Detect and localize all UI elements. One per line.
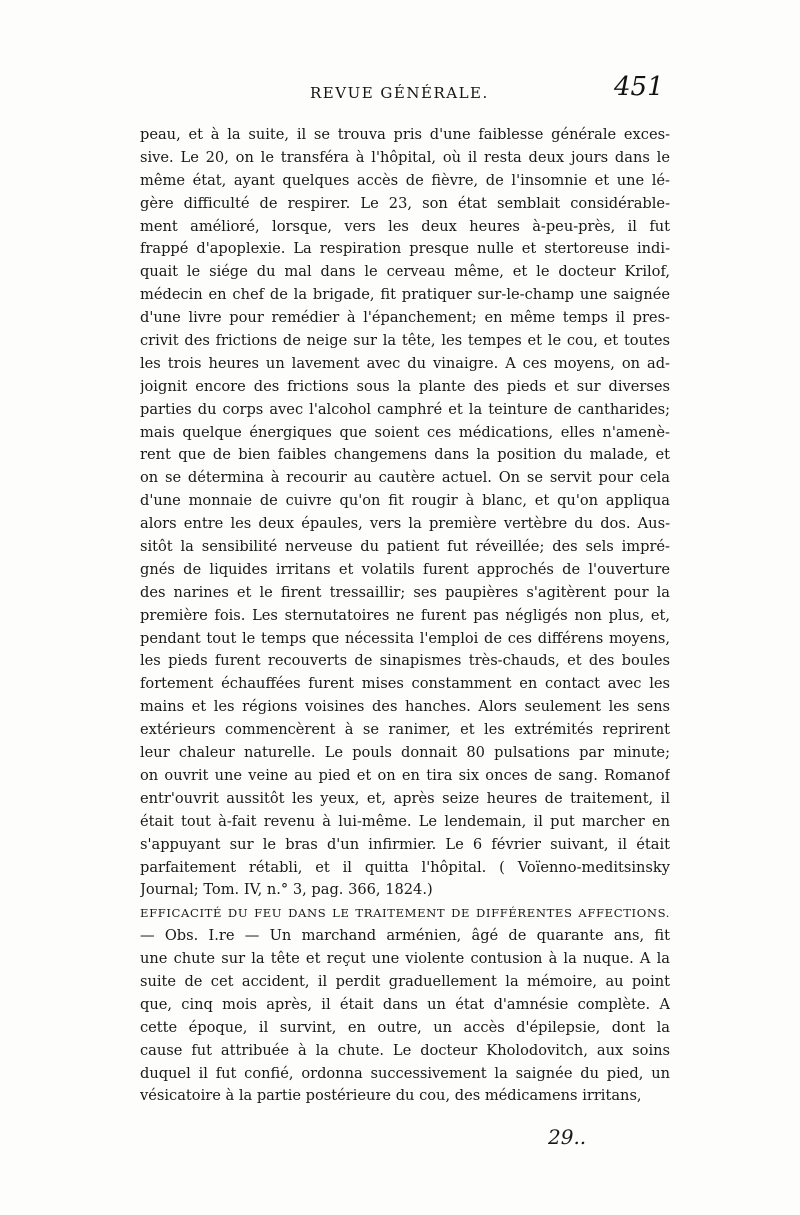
signature-mark: 29.. bbox=[548, 1125, 587, 1149]
text-line: peau, et à la suite, il se trouva pris d'une faiblesse générale exces- bbox=[140, 126, 670, 143]
text-line: parties du corps avec l'alcohol camphré et la teinture de cantharides; bbox=[140, 400, 670, 418]
running-title: REVUE GÉNÉRALE. bbox=[310, 84, 489, 102]
text-line: les pieds furent recouverts de sinapismes très-chauds, et des boules bbox=[140, 652, 670, 670]
text-line: s'appuyant sur le bras d'un infirmier. Le 6 février suivant, il était bbox=[140, 835, 670, 853]
text-line: cette époque, il survint, en outre, un accès d'épilepsie, dont la bbox=[140, 1018, 670, 1036]
text-line: parfaitement rétabli, et il quitta l'hôpital. ( Voïenno-meditsinsky bbox=[140, 858, 670, 876]
text-line: vésicatoire à la partie postérieure du cou, des médicamens irritans, bbox=[140, 1087, 642, 1105]
body-text bbox=[140, 124, 670, 1108]
text-line: alors entre les deux épaules, vers la première vertèbre du dos. Aus- bbox=[140, 515, 670, 533]
text-line: d'une livre pour remédier à l'épanchement; en même temps il pres- bbox=[140, 309, 670, 327]
text-line: EFFICACITÉ DU FEU DANS LE TRAITEMENT DE DIFFÉRENTES AFFECTIONS. bbox=[140, 906, 670, 921]
text-line: mains et les régions voisines des hanches. Alors seulement les sens bbox=[140, 698, 670, 716]
text-line: mais quelque énergiques que soient ces médications, elles n'amenè- bbox=[140, 423, 670, 441]
text-line: on ouvrit une veine au pied et on en tira six onces de sang. Romanof bbox=[140, 766, 670, 784]
text-line: les trois heures un lavement avec du vinaigre. A ces moyens, on ad- bbox=[140, 354, 670, 372]
text-line: — Obs. I.re — Un marchand arménien, âgé de quarante ans, fit bbox=[140, 927, 670, 945]
text-line: sive. Le 20, on le transféra à l'hôpital, où il resta deux jours dans le bbox=[140, 148, 670, 166]
text-line: que, cinq mois après, il était dans un état d'amnésie complète. A bbox=[140, 995, 670, 1013]
text-line: même état, ayant quelques accès de fièvre, de l'insomnie et une lé- bbox=[140, 171, 670, 189]
text-line: cause fut attribuée à la chute. Le docteur Kholodovitch, aux soins bbox=[140, 1041, 670, 1059]
text-line: ment amélioré, lorsque, vers les deux heures à-peu-près, il fut bbox=[140, 217, 670, 235]
text-line: entr'ouvrit aussitôt les yeux, et, après seize heures de traitement, il bbox=[140, 789, 670, 807]
text-line: médecin en chef de la brigade, fit pratiquer sur-le-champ une saignée bbox=[140, 286, 670, 304]
page-header bbox=[0, 72, 800, 116]
text-line: sitôt la sensibilité nerveuse du patient fut réveillée; des sels impré- bbox=[140, 538, 670, 556]
text-line: gère difficulté de respirer. Le 23, son état semblait considérable- bbox=[140, 194, 670, 212]
text-line: joignit encore des frictions sous la plante des pieds et sur diverses bbox=[140, 377, 670, 395]
text-line: extérieurs commencèrent à se ranimer, et les extrémités reprirent bbox=[140, 721, 670, 739]
text-line: frappé d'apoplexie. La respiration presque nulle et stertoreuse indi- bbox=[140, 240, 670, 258]
text-line: suite de cet accident, il perdit graduellement la mémoire, au point bbox=[140, 972, 670, 990]
text-line: duquel il fut confié, ordonna successivement la saignée du pied, un bbox=[140, 1064, 670, 1082]
text-line: Journal; Tom. IV, n.° 3, pag. 366, 1824.) bbox=[140, 881, 433, 899]
text-line: première fois. Les sternutatoires ne furent pas négligés non plus, et, bbox=[140, 606, 670, 624]
text-line: était tout à-fait revenu à lui-même. Le lendemain, il put marcher en bbox=[140, 812, 670, 830]
text-line: quait le siége du mal dans le cerveau même, et le docteur Krilof, bbox=[140, 263, 670, 281]
text-line: leur chaleur naturelle. Le pouls donnait 80 pulsations par minute; bbox=[140, 744, 670, 762]
text-line: fortement échauffées furent mises constamment en contact avec les bbox=[140, 675, 670, 693]
text-line: des narines et le firent tressaillir; ses paupières s'agitèrent pour la bbox=[140, 583, 670, 601]
text-line: gnés de liquides irritans et volatils furent approchés de l'ouverture bbox=[140, 560, 670, 578]
text-line: crivit des frictions de neige sur la tête, les tempes et le cou, et toutes bbox=[140, 332, 670, 350]
text-line: on se détermina à recourir au cautère actuel. On se servit pour cela bbox=[140, 469, 670, 487]
text-line: d'une monnaie de cuivre qu'on fit rougir à blanc, et qu'on appliqua bbox=[140, 492, 670, 510]
text-line: rent que de bien faibles changemens dans la position du malade, et bbox=[140, 446, 670, 464]
text-line: pendant tout le temps que nécessita l'emploi de ces différens moyens, bbox=[140, 629, 670, 647]
page-number: 451 bbox=[614, 72, 664, 102]
text-line: une chute sur la tête et reçut une violente contusion à la nuque. A la bbox=[140, 950, 670, 968]
